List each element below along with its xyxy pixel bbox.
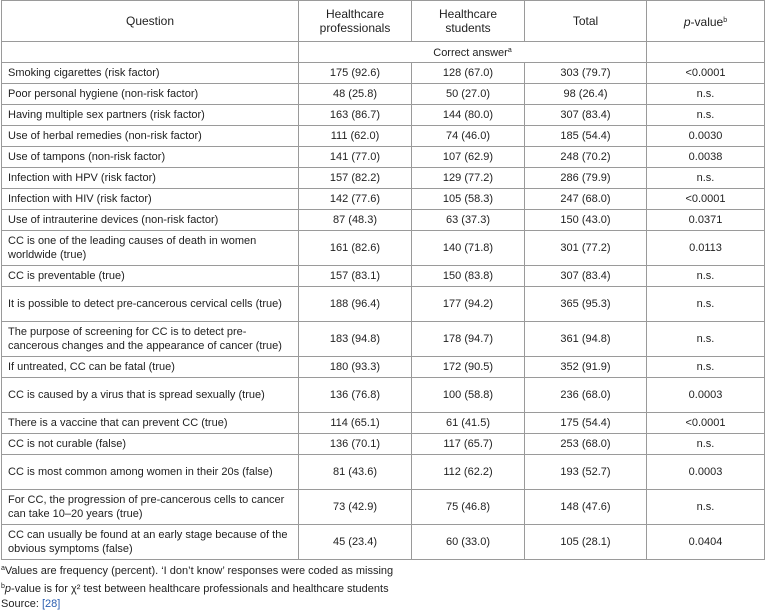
pvalue-cell: n.s. bbox=[647, 434, 765, 455]
question-cell: Smoking cigarettes (risk factor) bbox=[2, 63, 299, 84]
total-cell: 303 (79.7) bbox=[525, 63, 647, 84]
footnotes bbox=[0, 561, 765, 612]
pvalue-cell: n.s. bbox=[647, 322, 765, 357]
pvalue-cell: 0.0113 bbox=[647, 231, 765, 266]
professionals-cell: 87 (48.3) bbox=[299, 210, 412, 231]
students-cell: 128 (67.0) bbox=[412, 63, 525, 84]
pvalue-cell: n.s. bbox=[647, 105, 765, 126]
professionals-cell: 111 (62.0) bbox=[299, 126, 412, 147]
professionals-cell: 157 (82.2) bbox=[299, 168, 412, 189]
total-cell: 361 (94.8) bbox=[525, 322, 647, 357]
source-line bbox=[1, 597, 765, 612]
students-cell: 129 (77.2) bbox=[412, 168, 525, 189]
question-cell: CC can usually be found at an early stage because of the obvious symptoms (false) bbox=[2, 525, 299, 560]
professionals-cell: 188 (96.4) bbox=[299, 287, 412, 322]
footnote-b-sup: b bbox=[1, 583, 5, 590]
question-cell: It is possible to detect pre-cancerous cervical cells (true) bbox=[2, 287, 299, 322]
total-cell: 98 (26.4) bbox=[525, 84, 647, 105]
students-cell: 74 (46.0) bbox=[412, 126, 525, 147]
pvalue-cell: 0.0038 bbox=[647, 147, 765, 168]
subheader-empty-left bbox=[2, 42, 299, 63]
table-row bbox=[2, 322, 765, 357]
footnote-a-sup: a bbox=[1, 565, 5, 572]
question-cell: There is a vaccine that can prevent CC (true) bbox=[2, 413, 299, 434]
footnote-b-p: p bbox=[4, 583, 12, 595]
table-row bbox=[2, 189, 765, 210]
table-row bbox=[2, 357, 765, 378]
question-cell: If untreated, CC can be fatal (true) bbox=[2, 357, 299, 378]
header-pvalue-italic: p bbox=[683, 14, 691, 29]
table-row bbox=[2, 231, 765, 266]
table-row bbox=[2, 147, 765, 168]
total-cell: 105 (28.1) bbox=[525, 525, 647, 560]
question-cell: Poor personal hygiene (non-risk factor) bbox=[2, 84, 299, 105]
pvalue-cell: <0.0001 bbox=[647, 63, 765, 84]
header-pvalue-text: -value bbox=[690, 14, 724, 29]
professionals-cell: 180 (93.3) bbox=[299, 357, 412, 378]
question-cell: CC is one of the leading causes of death in women worldwide (true) bbox=[2, 231, 299, 266]
question-cell: The purpose of screening for CC is to detect pre-cancerous changes and the appearance of cancer (true) bbox=[2, 322, 299, 357]
total-cell: 286 (79.9) bbox=[525, 168, 647, 189]
students-cell: 172 (90.5) bbox=[412, 357, 525, 378]
professionals-cell: 175 (92.6) bbox=[299, 63, 412, 84]
subheader-row bbox=[2, 42, 765, 63]
total-cell: 307 (83.4) bbox=[525, 266, 647, 287]
professionals-cell: 45 (23.4) bbox=[299, 525, 412, 560]
table-row bbox=[2, 490, 765, 525]
table-row bbox=[2, 287, 765, 322]
subheader-sup: a bbox=[507, 47, 512, 54]
professionals-cell: 81 (43.6) bbox=[299, 455, 412, 490]
table-row bbox=[2, 266, 765, 287]
total-cell: 150 (43.0) bbox=[525, 210, 647, 231]
students-cell: 144 (80.0) bbox=[412, 105, 525, 126]
question-cell: CC is preventable (true) bbox=[2, 266, 299, 287]
table-row bbox=[2, 168, 765, 189]
students-cell: 177 (94.2) bbox=[412, 287, 525, 322]
pvalue-cell: n.s. bbox=[647, 357, 765, 378]
total-cell: 148 (47.6) bbox=[525, 490, 647, 525]
professionals-cell: 73 (42.9) bbox=[299, 490, 412, 525]
pvalue-cell: n.s. bbox=[647, 168, 765, 189]
table-row bbox=[2, 210, 765, 231]
students-cell: 63 (37.3) bbox=[412, 210, 525, 231]
total-cell: 185 (54.4) bbox=[525, 126, 647, 147]
table-row bbox=[2, 455, 765, 490]
professionals-cell: 183 (94.8) bbox=[299, 322, 412, 357]
pvalue-cell: n.s. bbox=[647, 84, 765, 105]
table-row bbox=[2, 525, 765, 560]
footnote-a bbox=[1, 561, 765, 579]
question-cell: CC is not curable (false) bbox=[2, 434, 299, 455]
table-row bbox=[2, 105, 765, 126]
total-cell: 247 (68.0) bbox=[525, 189, 647, 210]
students-cell: 75 (46.8) bbox=[412, 490, 525, 525]
students-cell: 140 (71.8) bbox=[412, 231, 525, 266]
question-cell: Use of tampons (non-risk factor) bbox=[2, 147, 299, 168]
professionals-cell: 141 (77.0) bbox=[299, 147, 412, 168]
results-table bbox=[1, 0, 765, 560]
header-students: Healthcare students bbox=[412, 1, 525, 42]
total-cell: 365 (95.3) bbox=[525, 287, 647, 322]
professionals-cell: 142 (77.6) bbox=[299, 189, 412, 210]
students-cell: 107 (62.9) bbox=[412, 147, 525, 168]
students-cell: 60 (33.0) bbox=[412, 525, 525, 560]
professionals-cell: 114 (65.1) bbox=[299, 413, 412, 434]
students-cell: 150 (83.8) bbox=[412, 266, 525, 287]
subheader-text: Correct answer bbox=[433, 47, 508, 59]
students-cell: 100 (58.8) bbox=[412, 378, 525, 413]
source-reference-link[interactable]: [28] bbox=[41, 598, 61, 610]
question-cell: Infection with HPV (risk factor) bbox=[2, 168, 299, 189]
pvalue-cell: <0.0001 bbox=[647, 189, 765, 210]
question-cell: CC is most common among women in their 20s (false) bbox=[2, 455, 299, 490]
pvalue-cell: 0.0003 bbox=[647, 455, 765, 490]
header-pvalue-sup: b bbox=[723, 16, 728, 24]
total-cell: 236 (68.0) bbox=[525, 378, 647, 413]
table-row bbox=[2, 378, 765, 413]
header-total: Total bbox=[525, 1, 647, 42]
question-cell: For CC, the progression of pre-cancerous cells to cancer can take 10–20 years (true) bbox=[2, 490, 299, 525]
students-cell: 61 (41.5) bbox=[412, 413, 525, 434]
professionals-cell: 161 (82.6) bbox=[299, 231, 412, 266]
total-cell: 307 (83.4) bbox=[525, 105, 647, 126]
header-professionals: Healthcare professionals bbox=[299, 1, 412, 42]
students-cell: 112 (62.2) bbox=[412, 455, 525, 490]
subheader-correct-answer bbox=[299, 42, 647, 63]
question-cell: Use of intrauterine devices (non-risk factor) bbox=[2, 210, 299, 231]
question-cell: Infection with HIV (risk factor) bbox=[2, 189, 299, 210]
professionals-cell: 136 (70.1) bbox=[299, 434, 412, 455]
pvalue-cell: 0.0003 bbox=[647, 378, 765, 413]
pvalue-cell: <0.0001 bbox=[647, 413, 765, 434]
pvalue-cell: n.s. bbox=[647, 490, 765, 525]
table-row bbox=[2, 84, 765, 105]
professionals-cell: 157 (83.1) bbox=[299, 266, 412, 287]
total-cell: 253 (68.0) bbox=[525, 434, 647, 455]
students-cell: 105 (58.3) bbox=[412, 189, 525, 210]
footnote-a-text: Values are frequency (percent). ‘I don’t know’ responses were coded as missing bbox=[4, 565, 394, 577]
pvalue-cell: n.s. bbox=[647, 266, 765, 287]
question-cell: Use of herbal remedies (non-risk factor) bbox=[2, 126, 299, 147]
total-cell: 352 (91.9) bbox=[525, 357, 647, 378]
header-pvalue bbox=[647, 1, 765, 42]
total-cell: 301 (77.2) bbox=[525, 231, 647, 266]
table-row bbox=[2, 126, 765, 147]
table-row bbox=[2, 63, 765, 84]
footnote-b bbox=[1, 579, 765, 597]
total-cell: 248 (70.2) bbox=[525, 147, 647, 168]
pvalue-cell: 0.0371 bbox=[647, 210, 765, 231]
professionals-cell: 48 (25.8) bbox=[299, 84, 412, 105]
total-cell: 193 (52.7) bbox=[525, 455, 647, 490]
source-label: Source: bbox=[1, 598, 39, 610]
question-cell: CC is caused by a virus that is spread sexually (true) bbox=[2, 378, 299, 413]
footnote-b-text: -value is for χ² test between healthcare professionals and healthcare students bbox=[11, 583, 389, 595]
professionals-cell: 163 (86.7) bbox=[299, 105, 412, 126]
pvalue-cell: n.s. bbox=[647, 287, 765, 322]
header-row bbox=[2, 1, 765, 42]
table-row bbox=[2, 413, 765, 434]
subheader-empty-right bbox=[647, 42, 765, 63]
pvalue-cell: 0.0030 bbox=[647, 126, 765, 147]
total-cell: 175 (54.4) bbox=[525, 413, 647, 434]
pvalue-cell: 0.0404 bbox=[647, 525, 765, 560]
professionals-cell: 136 (76.8) bbox=[299, 378, 412, 413]
header-question: Question bbox=[2, 1, 299, 42]
question-cell: Having multiple sex partners (risk factor) bbox=[2, 105, 299, 126]
students-cell: 117 (65.7) bbox=[412, 434, 525, 455]
table-row bbox=[2, 434, 765, 455]
students-cell: 50 (27.0) bbox=[412, 84, 525, 105]
students-cell: 178 (94.7) bbox=[412, 322, 525, 357]
